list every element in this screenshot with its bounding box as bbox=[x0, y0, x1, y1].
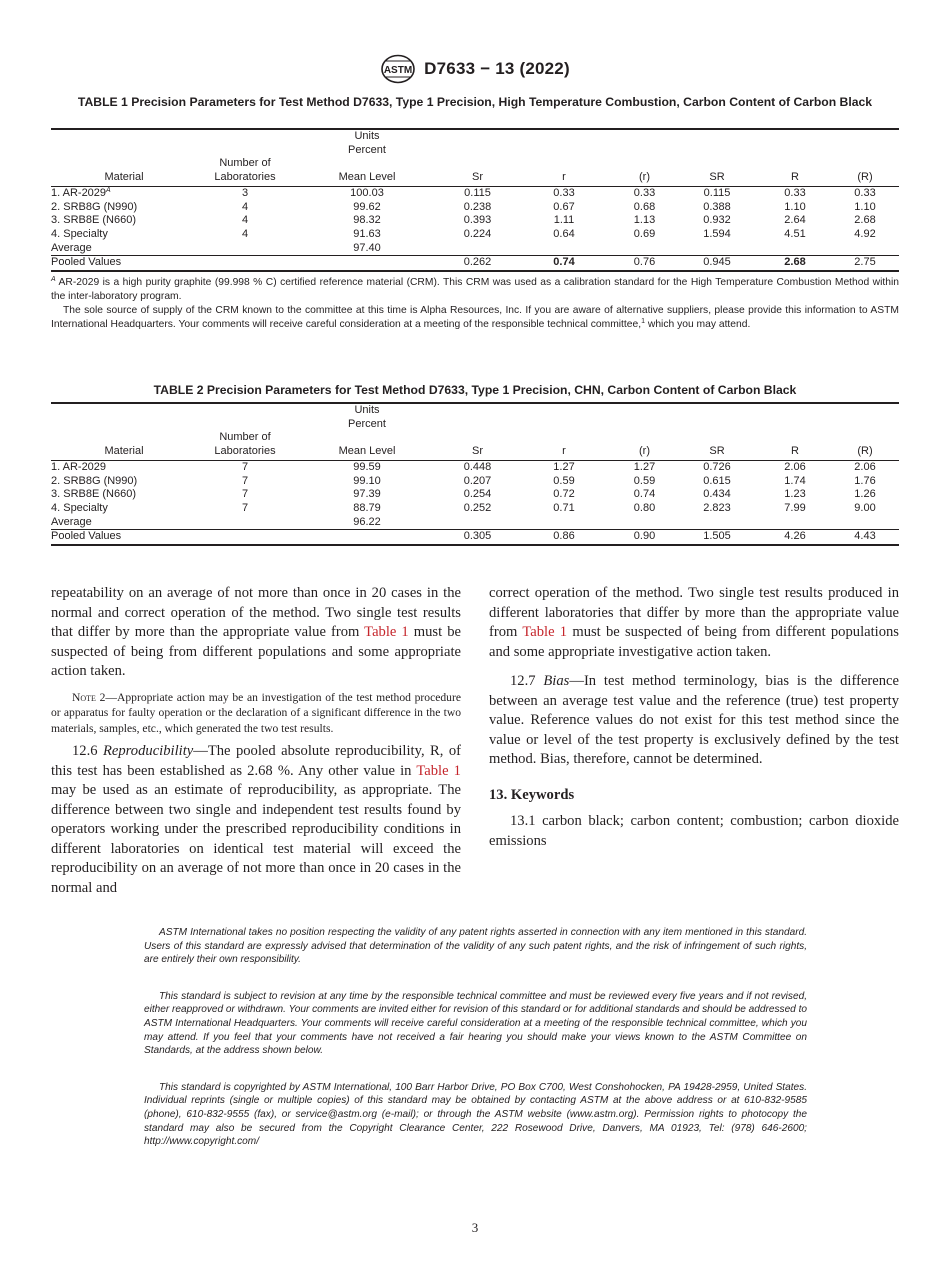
table-row bbox=[51, 242, 899, 256]
num-labs-header: Number of Laboratories bbox=[197, 157, 293, 186]
material-header: Material bbox=[51, 157, 197, 186]
R-pct-cell: 4.92 bbox=[854, 227, 876, 240]
standard-designation: D7633 − 13 (2022) bbox=[424, 59, 570, 78]
R-pct-cell: 1.10 bbox=[854, 200, 876, 213]
R-pct-cell: 2.75 bbox=[831, 256, 899, 271]
legal-notices bbox=[144, 926, 807, 1172]
SR-cell: 1.505 bbox=[675, 530, 759, 545]
keywords-heading: 13. Keywords bbox=[489, 786, 575, 803]
table1-caption: TABLE 1 Precision Parameters for Test Method D7633, Type 1 Precision, High Temperature Combustion, Carbon Content of Carbon Black bbox=[77, 95, 873, 109]
mean-cell: 99.59 bbox=[353, 460, 381, 473]
section-title: Bias bbox=[543, 673, 570, 689]
R-cell: 4.51 bbox=[784, 227, 806, 240]
table1-link[interactable]: Table 1 bbox=[416, 762, 461, 779]
material-cell: Average bbox=[51, 241, 92, 254]
labs-cell: 7 bbox=[241, 501, 249, 514]
keywords-text: 13.1 carbon black; carbon content; combustion; carbon dioxide emissions bbox=[489, 813, 899, 849]
material-cell: 1. AR-2029 bbox=[51, 186, 107, 199]
R-pct-cell: 2.06 bbox=[854, 460, 876, 473]
note-label: Note 2 bbox=[72, 690, 106, 704]
R-pct-cell: 2.68 bbox=[854, 214, 876, 227]
R-cell: 2.06 bbox=[784, 460, 806, 473]
r-pct-cell: 1.27 bbox=[633, 460, 656, 473]
R-pct-header: (R) bbox=[831, 431, 899, 460]
r-cell: 1.11 bbox=[553, 214, 575, 227]
SR-cell: 0.932 bbox=[703, 214, 731, 227]
SR-cell: 0.388 bbox=[703, 200, 731, 213]
text-run: must be suspected of being from different populations and some appropriate investigative action taken. bbox=[489, 624, 899, 660]
r-cell: 0.71 bbox=[553, 501, 575, 514]
R-pct-cell: 1.76 bbox=[854, 474, 876, 487]
table2-caption: TABLE 2 Precision Parameters for Test Method D7633, Type 1 Precision, CHN, Carbon Content of Carbon Black bbox=[153, 383, 797, 397]
text-run: correct operation of the method. Two single test results produced in different laboratories that differ by more than the appropriate value from bbox=[489, 585, 899, 640]
labs-cell bbox=[197, 242, 293, 256]
SR-header: SR bbox=[675, 157, 759, 186]
SR-cell: 0.434 bbox=[703, 488, 731, 501]
R-cell: 2.64 bbox=[784, 214, 806, 227]
mean-cell: 98.32 bbox=[353, 214, 381, 227]
mean-cell: 97.39 bbox=[353, 488, 381, 501]
r-pct-cell: 1.13 bbox=[633, 214, 656, 227]
material-cell: Average bbox=[51, 515, 92, 528]
table-row bbox=[51, 475, 899, 489]
footnote-ref: 1 bbox=[641, 318, 646, 325]
r-pct-cell: 0.59 bbox=[633, 474, 656, 487]
sr-cell: 0.207 bbox=[463, 474, 492, 487]
table1 bbox=[51, 128, 899, 272]
text-run: may be used as an estimate of reproducibility, as appropriate. The difference between two single and independent test results found by operators working under the prescribed reproducibility conditions in different laboratories on identical test material will exceed the reproducibility on an average of not more than once in 20 cases in the normal and bbox=[51, 782, 461, 896]
r-pct-cell: 0.80 bbox=[633, 501, 656, 514]
table1-link[interactable]: Table 1 bbox=[364, 624, 409, 640]
labs-cell: 7 bbox=[241, 460, 249, 473]
material-cell: Pooled Values bbox=[51, 530, 197, 545]
r-pct-cell: 0.76 bbox=[614, 256, 675, 271]
labs-cell bbox=[197, 516, 293, 530]
pooled-row bbox=[51, 256, 899, 271]
percent-header: Percent bbox=[348, 417, 386, 430]
r-pct-header: (r) bbox=[614, 431, 675, 460]
mean-level-header: Mean Level bbox=[293, 157, 441, 186]
logo-text: ASTM bbox=[384, 65, 413, 76]
text-run: —In test method terminology, bias is the difference between an average test value and the reference (true) test property value. Reference values do not exist for this test method since the value or level of the test property is exclusively defined by the test method. Bias, therefore, cannot be determined. bbox=[489, 673, 900, 767]
SR-cell: 0.115 bbox=[703, 186, 731, 199]
material-cell: 3. SRB8E (N660) bbox=[51, 488, 136, 501]
text-run: repeatability on an average of not more than once in 20 cases in the normal and correct operation of the method. Two single test results that differ by more than the appropriate value from bbox=[51, 585, 461, 640]
page-header bbox=[0, 54, 950, 89]
pooled-row bbox=[51, 530, 899, 545]
R-header: R bbox=[759, 157, 831, 186]
r-pct-cell: 0.90 bbox=[614, 530, 675, 545]
R-pct-cell: 4.43 bbox=[831, 530, 899, 545]
sr-header: Sr bbox=[441, 157, 514, 186]
labs-cell: 4 bbox=[241, 200, 249, 213]
R-pct-cell: 9.00 bbox=[854, 501, 876, 514]
material-header: Material bbox=[51, 431, 197, 460]
note-text: —Appropriate action may be an investigation of the test method procedure or apparatus for faulty operation or the declaration of a significant difference in the two materials, samples, etc., which generated the two test results. bbox=[51, 690, 461, 735]
sr-cell: 0.254 bbox=[463, 488, 492, 501]
right-column bbox=[489, 584, 899, 851]
material-cell: 2. SRB8G (N990) bbox=[51, 474, 138, 487]
footnote-b-end: which you may attend. bbox=[645, 319, 751, 330]
sr-cell: 0.115 bbox=[464, 186, 491, 199]
mean-cell: 96.22 bbox=[353, 515, 381, 528]
section-12-6 bbox=[51, 742, 461, 898]
mean-cell: 99.10 bbox=[353, 474, 381, 487]
labs-cell: 7 bbox=[241, 474, 249, 487]
footnote-marker: A bbox=[106, 186, 111, 194]
labs-cell: 4 bbox=[241, 227, 249, 240]
sr-header: Sr bbox=[441, 431, 514, 460]
left-column bbox=[51, 584, 461, 898]
table-row bbox=[51, 488, 899, 502]
sr-cell: 0.262 bbox=[441, 256, 514, 271]
r-cell: 0.67 bbox=[553, 200, 575, 213]
material-cell: Pooled Values bbox=[51, 256, 197, 271]
material-cell: 4. Specialty bbox=[51, 227, 108, 240]
SR-cell: 1.594 bbox=[703, 227, 731, 240]
section-12-7 bbox=[489, 672, 899, 770]
table-row bbox=[51, 186, 899, 200]
R-cell: 1.23 bbox=[784, 488, 806, 501]
num-labs-header: Number of Laboratories bbox=[197, 431, 293, 460]
material-cell: 3. SRB8E (N660) bbox=[51, 214, 136, 227]
r-header: r bbox=[514, 157, 614, 186]
table-row bbox=[51, 502, 899, 516]
r-pct-cell: 0.69 bbox=[633, 227, 656, 240]
table1-footnotes bbox=[51, 276, 899, 332]
paragraph bbox=[489, 584, 899, 662]
R-cell: 2.68 bbox=[759, 256, 831, 271]
mean-cell: 91.63 bbox=[353, 227, 381, 240]
R-pct-cell: 0.33 bbox=[854, 186, 876, 199]
material-cell: 1. AR-2029 bbox=[51, 460, 107, 473]
R-pct-cell: 1.26 bbox=[854, 488, 876, 501]
section-title: Reproducibility bbox=[102, 743, 194, 759]
mean-cell: 88.79 bbox=[353, 501, 381, 514]
sr-cell: 0.238 bbox=[463, 200, 492, 213]
table-row bbox=[51, 228, 899, 242]
text-run: —The pooled absolute reproducibility, R, of this test has been established as 2.68 %. Any other value in bbox=[51, 743, 461, 779]
patent-notice: ASTM International takes no position respecting the validity of any patent rights asserted in connection with any item mentioned in this standard. Users of this standard are expressly advised that determination of the validity of any such patent rights, and the risk of infringement of such rights, are entirely their own responsibility. bbox=[144, 927, 807, 966]
R-pct-header: (R) bbox=[831, 157, 899, 186]
material-cell: 2. SRB8G (N990) bbox=[51, 200, 138, 213]
sr-cell: 0.448 bbox=[463, 460, 492, 473]
sr-cell: 0.305 bbox=[441, 530, 514, 545]
copyright-notice: This standard is copyrighted by ASTM International, 100 Barr Harbor Drive, PO Box C700, West Conshohocken, PA 19428-2959, United States. Individual reprints (single or multiple copies) of this standard may be obtained by contacting ASTM at the above address or at 610-832-9585 (phone), 610-832-9555 (fax), or service@astm.org (e-mail); or through the ASTM website (www.astm.org). Permission rights to photocopy the standard may also be secured from the Copyright Clearance Center, 222 Rosewood Drive, Danvers, MA 01923, Tel: (978) 646-2600; http://www.copyright.com/ bbox=[144, 1081, 807, 1148]
table-row bbox=[51, 201, 899, 215]
r-cell: 0.33 bbox=[553, 186, 575, 199]
r-pct-cell: 0.33 bbox=[633, 186, 656, 199]
SR-cell: 2.823 bbox=[703, 501, 731, 514]
material-cell: 4. Specialty bbox=[51, 501, 108, 514]
footnote-marker: A bbox=[51, 276, 56, 283]
footnote-a: AR-2029 is a high purity graphite (99.998 % C) certified reference material (CRM). This CRM was used as a calibration standard for the High Temperature Combustion Method within the inter-laboratory program. bbox=[51, 277, 899, 302]
SR-cell: 0.615 bbox=[703, 474, 731, 487]
table-row bbox=[51, 214, 899, 228]
r-cell: 0.86 bbox=[514, 530, 614, 545]
r-cell: 0.72 bbox=[553, 488, 575, 501]
section-number: 12.6 bbox=[72, 743, 103, 759]
r-cell: 0.59 bbox=[553, 474, 575, 487]
sr-cell: 0.252 bbox=[463, 501, 492, 514]
units-header: Units bbox=[293, 129, 441, 144]
footnote-b: The sole source of supply of the CRM known to the committee at this time is Alpha Resources, Inc. If you are aware of alternative suppliers, please provide this information to ASTM International Headquarters. Your comments will receive careful consideration at a meeting of the responsible technical committee, bbox=[51, 305, 899, 330]
SR-cell: 0.726 bbox=[703, 460, 731, 473]
R-cell: 7.99 bbox=[784, 501, 806, 514]
R-header: R bbox=[759, 431, 831, 460]
r-cell: 1.27 bbox=[553, 460, 575, 473]
sr-cell: 0.224 bbox=[463, 227, 492, 240]
table1-link[interactable]: Table 1 bbox=[522, 624, 568, 640]
paragraph bbox=[51, 584, 461, 682]
R-cell: 1.10 bbox=[784, 200, 806, 213]
SR-header: SR bbox=[675, 431, 759, 460]
units-header: Units bbox=[293, 403, 441, 418]
mean-cell: 99.62 bbox=[353, 200, 381, 213]
r-cell: 0.74 bbox=[514, 256, 614, 271]
labs-cell: 7 bbox=[241, 488, 249, 501]
table-row bbox=[51, 460, 899, 474]
r-cell: 0.64 bbox=[553, 227, 575, 240]
r-pct-cell: 0.74 bbox=[633, 488, 656, 501]
section-number: 12.7 bbox=[510, 673, 544, 689]
table-row bbox=[51, 516, 899, 530]
mean-level-header: Mean Level bbox=[293, 431, 441, 460]
table2 bbox=[51, 402, 899, 546]
R-cell: 0.33 bbox=[784, 186, 806, 199]
text-run: must be suspected of being from different populations and some appropriate action taken. bbox=[51, 624, 461, 679]
labs-cell: 4 bbox=[241, 214, 249, 227]
revision-notice: This standard is subject to revision at any time by the responsible technical committee and must be reviewed every five years and if not revised, either reapproved or withdrawn. Your comments are invited either for revision of this standard or for additional standards and should be addressed to ASTM International Headquarters. Your comments will receive careful consideration at a meeting of the responsible technical committee, which you may attend. If you feel that your comments have not received a fair hearing you should make your views known to the ASTM Committee on Standards, at the address shown below. bbox=[144, 990, 808, 1057]
SR-cell: 0.945 bbox=[675, 256, 759, 271]
astm-logo-icon bbox=[380, 54, 416, 84]
percent-header: Percent bbox=[348, 143, 386, 156]
R-cell: 1.74 bbox=[784, 474, 806, 487]
r-header: r bbox=[514, 431, 614, 460]
sr-cell: 0.393 bbox=[463, 214, 492, 227]
note-2 bbox=[51, 690, 461, 737]
page-number: 3 bbox=[471, 1220, 479, 1235]
mean-cell: 100.03 bbox=[350, 186, 384, 199]
R-cell: 4.26 bbox=[759, 530, 831, 545]
labs-cell: 3 bbox=[241, 186, 249, 199]
mean-cell: 97.40 bbox=[353, 241, 381, 254]
r-pct-header: (r) bbox=[614, 157, 675, 186]
r-pct-cell: 0.68 bbox=[633, 200, 656, 213]
